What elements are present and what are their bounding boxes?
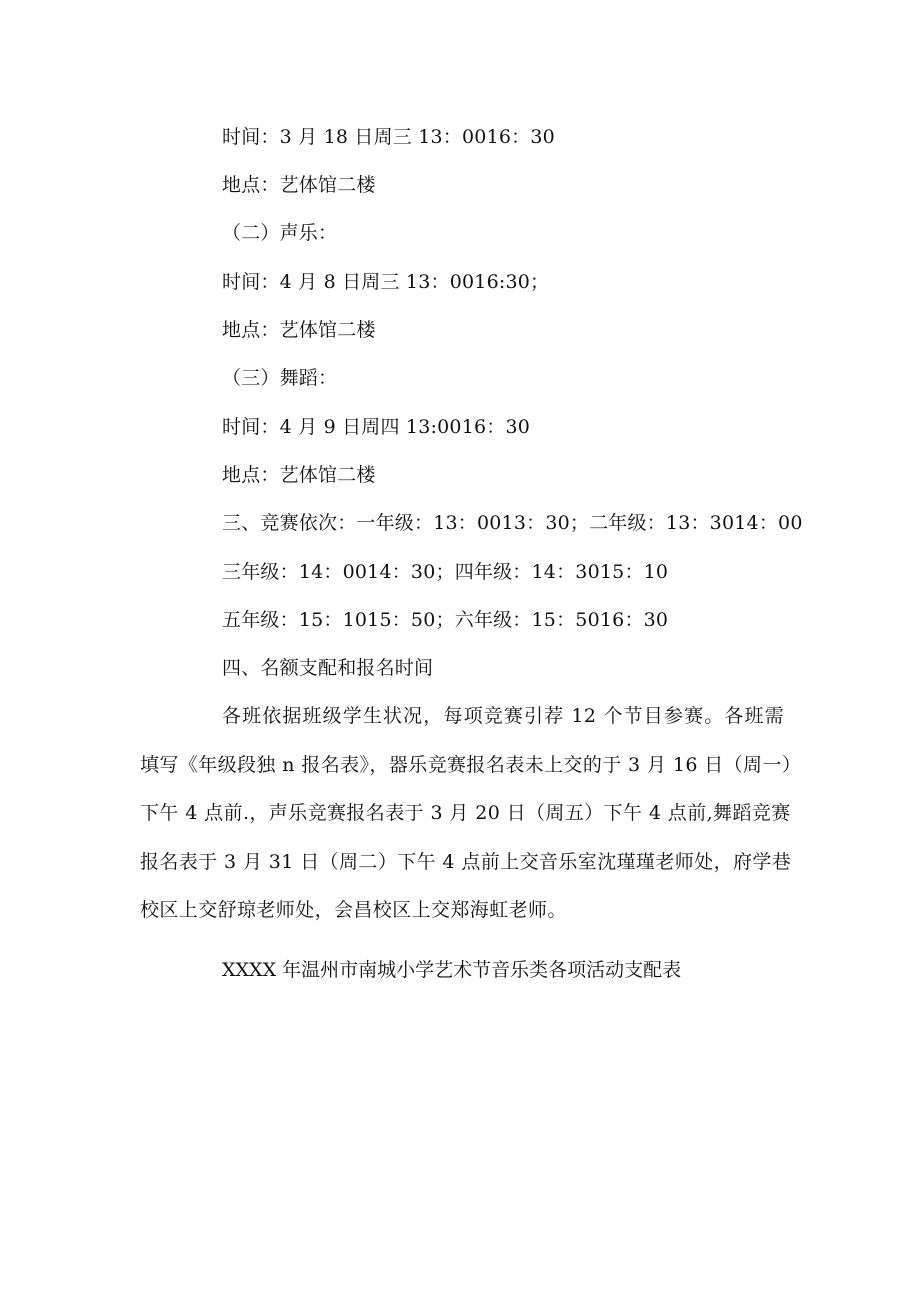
competition-order-line-1: 三、竞赛依次：一年级：13：0013：30；二年级：13：3014：00 — [222, 512, 803, 534]
schedule-dance-location: 地点：艺体馆二楼 — [222, 464, 376, 486]
schedule-instrumental-time: 时间：3 月 18 日周三 13：0016：30 — [222, 126, 555, 148]
table-caption: XXXX 年温州市南城小学艺术节音乐类各项活动支配表 — [222, 959, 682, 981]
registration-paragraph-row: 各班依据班级学生状况，每项竞赛引荐 12 个节目参赛。各班需 — [222, 705, 784, 727]
registration-paragraph-row: 下午 4 点前.，声乐竞赛报名表于 3 月 20 日（周五）下午 4 点前,舞蹈竞赛 — [140, 802, 791, 824]
registration-paragraph-row: 填写《年级段独 n 报名表》，器乐竞赛报名表未上交的于 3 月 16 日（周一） — [140, 753, 802, 776]
registration-paragraph-row: 报名表于 3 月 31 日（周二）下午 4 点前上交音乐室沈瑾瑾老师处，府学巷 — [140, 850, 792, 873]
registration-paragraph — [140, 692, 802, 935]
schedule-dance-time: 时间：4 月 9 日周四 13:0016：30 — [222, 416, 531, 438]
section-quota-heading: 四、名额支配和报名时间 — [222, 657, 434, 679]
competition-order-line-2: 三年级：14：0014：30；四年级：14：3015：10 — [222, 561, 669, 583]
section-vocal-heading: （二）声乐： — [222, 222, 338, 244]
section-dance-heading: （三）舞蹈： — [222, 367, 338, 389]
schedule-vocal-location: 地点：艺体馆二楼 — [222, 319, 376, 341]
schedule-vocal-time: 时间：4 月 8 日周三 13：0016:30； — [222, 271, 550, 293]
registration-paragraph-row: 校区上交舒琼老师处，会昌校区上交郑海虹老师。 — [140, 899, 567, 921]
schedule-instrumental-location: 地点：艺体馆二楼 — [222, 174, 376, 196]
competition-order-line-3: 五年级：15：1015：50；六年级：15：5016：30 — [222, 609, 669, 631]
